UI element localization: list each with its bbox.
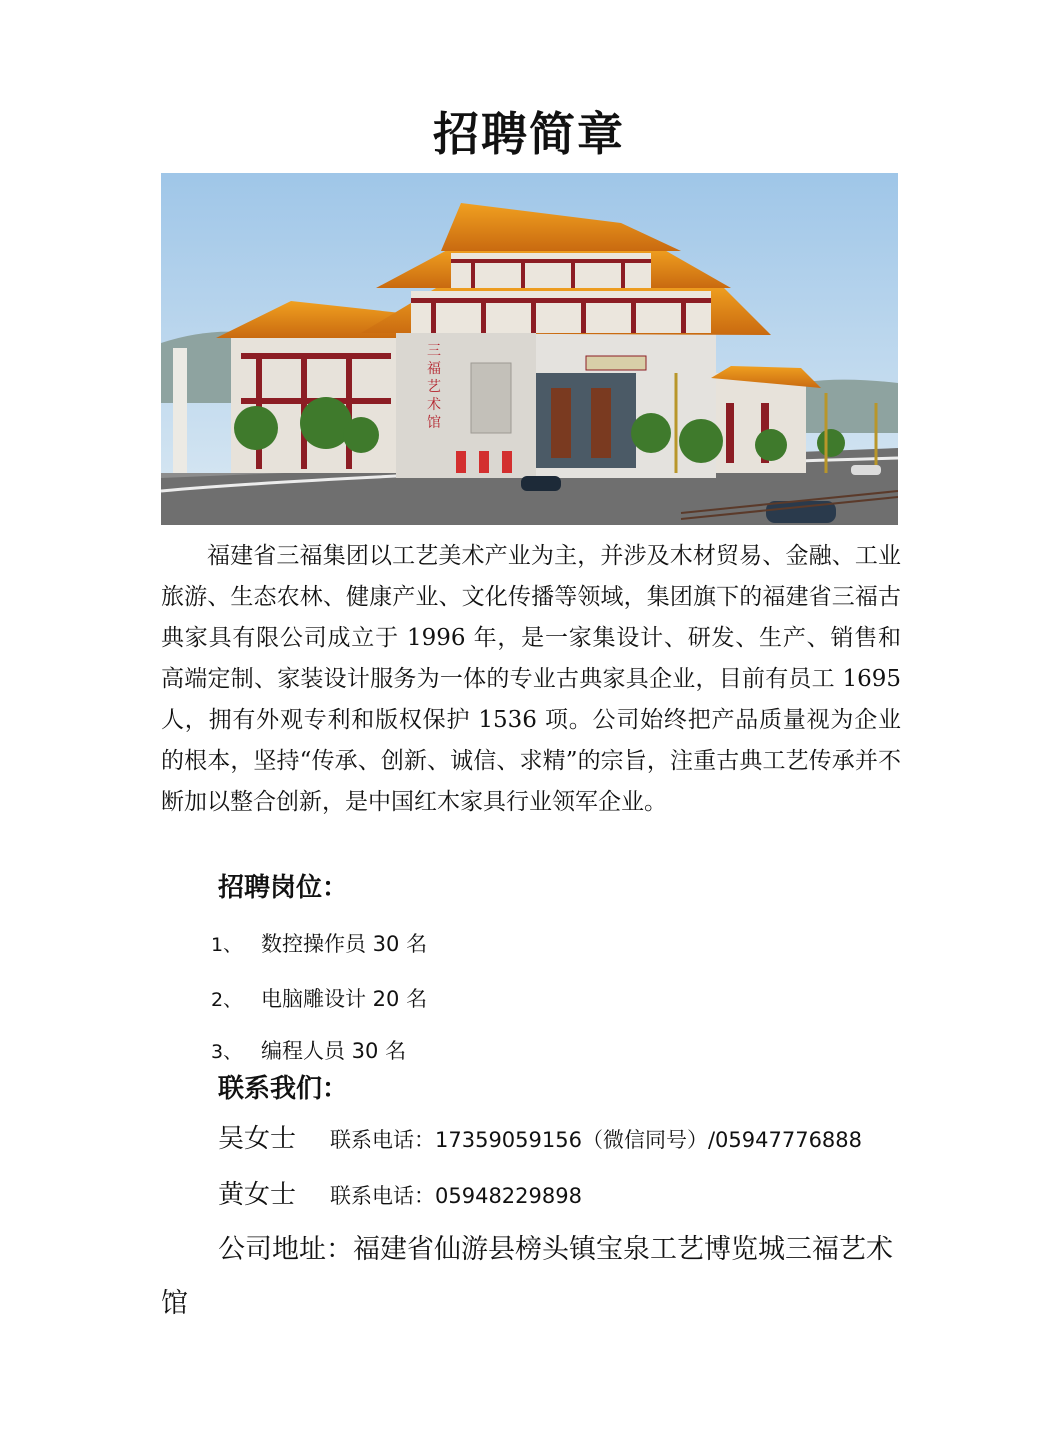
contact-phone[interactable]: 联系电话：17359059156（微信同号）/05947776888 <box>330 1128 863 1152</box>
positions-heading: 招聘岗位： <box>218 873 349 903</box>
contact-row <box>218 1174 582 1211</box>
svg-text:福: 福 <box>427 361 441 377</box>
building-photo <box>161 173 898 525</box>
position-number: 2、 <box>211 989 243 1011</box>
contact-name: 黄女士 <box>218 1180 297 1210</box>
position-item <box>211 1035 406 1065</box>
contact-phone[interactable]: 联系电话：05948229898 <box>330 1184 582 1208</box>
position-text: 数控操作员 30 名 <box>261 932 428 956</box>
position-number: 1、 <box>211 934 243 956</box>
svg-text:艺: 艺 <box>427 379 441 395</box>
svg-text:术: 术 <box>427 397 441 413</box>
position-text: 编程人员 30 名 <box>261 1039 407 1063</box>
position-item <box>211 928 427 958</box>
contact-row <box>218 1118 862 1155</box>
svg-text:三: 三 <box>427 343 441 359</box>
position-number: 3、 <box>211 1041 243 1063</box>
page-title: 招聘简章 <box>433 107 625 161</box>
company-address: 公司地址：福建省仙游县榜头镇宝泉工艺博览城三福艺术馆 <box>161 1234 893 1319</box>
company-introduction: 福建省三福集团以工艺美术产业为主，并涉及木材贸易、金融、工业旅游、生态农林、健康产业、文化传播等领域，集团旗下的福建省三福古典家具有限公司成立于 1996 年，是一家集设计、研发、生产、销售和高端定制、家装设计服务为一体的专业古典家具企业，目前有员工 1695 人，拥有外观专利和版权保护 1536 项。公司始终把产品质量视为企业的根本，坚持“传承、创新、诚信、求精”的宗旨，注重古典工艺传承并不断加以整合创新，是中国红木家具行业领军企业。 <box>161 543 901 815</box>
svg-text:馆: 馆 <box>427 415 441 431</box>
contact-name: 吴女士 <box>218 1124 297 1154</box>
position-text: 电脑雕设计 20 名 <box>261 987 428 1011</box>
contact-heading: 联系我们： <box>218 1074 349 1104</box>
position-item <box>211 983 427 1013</box>
